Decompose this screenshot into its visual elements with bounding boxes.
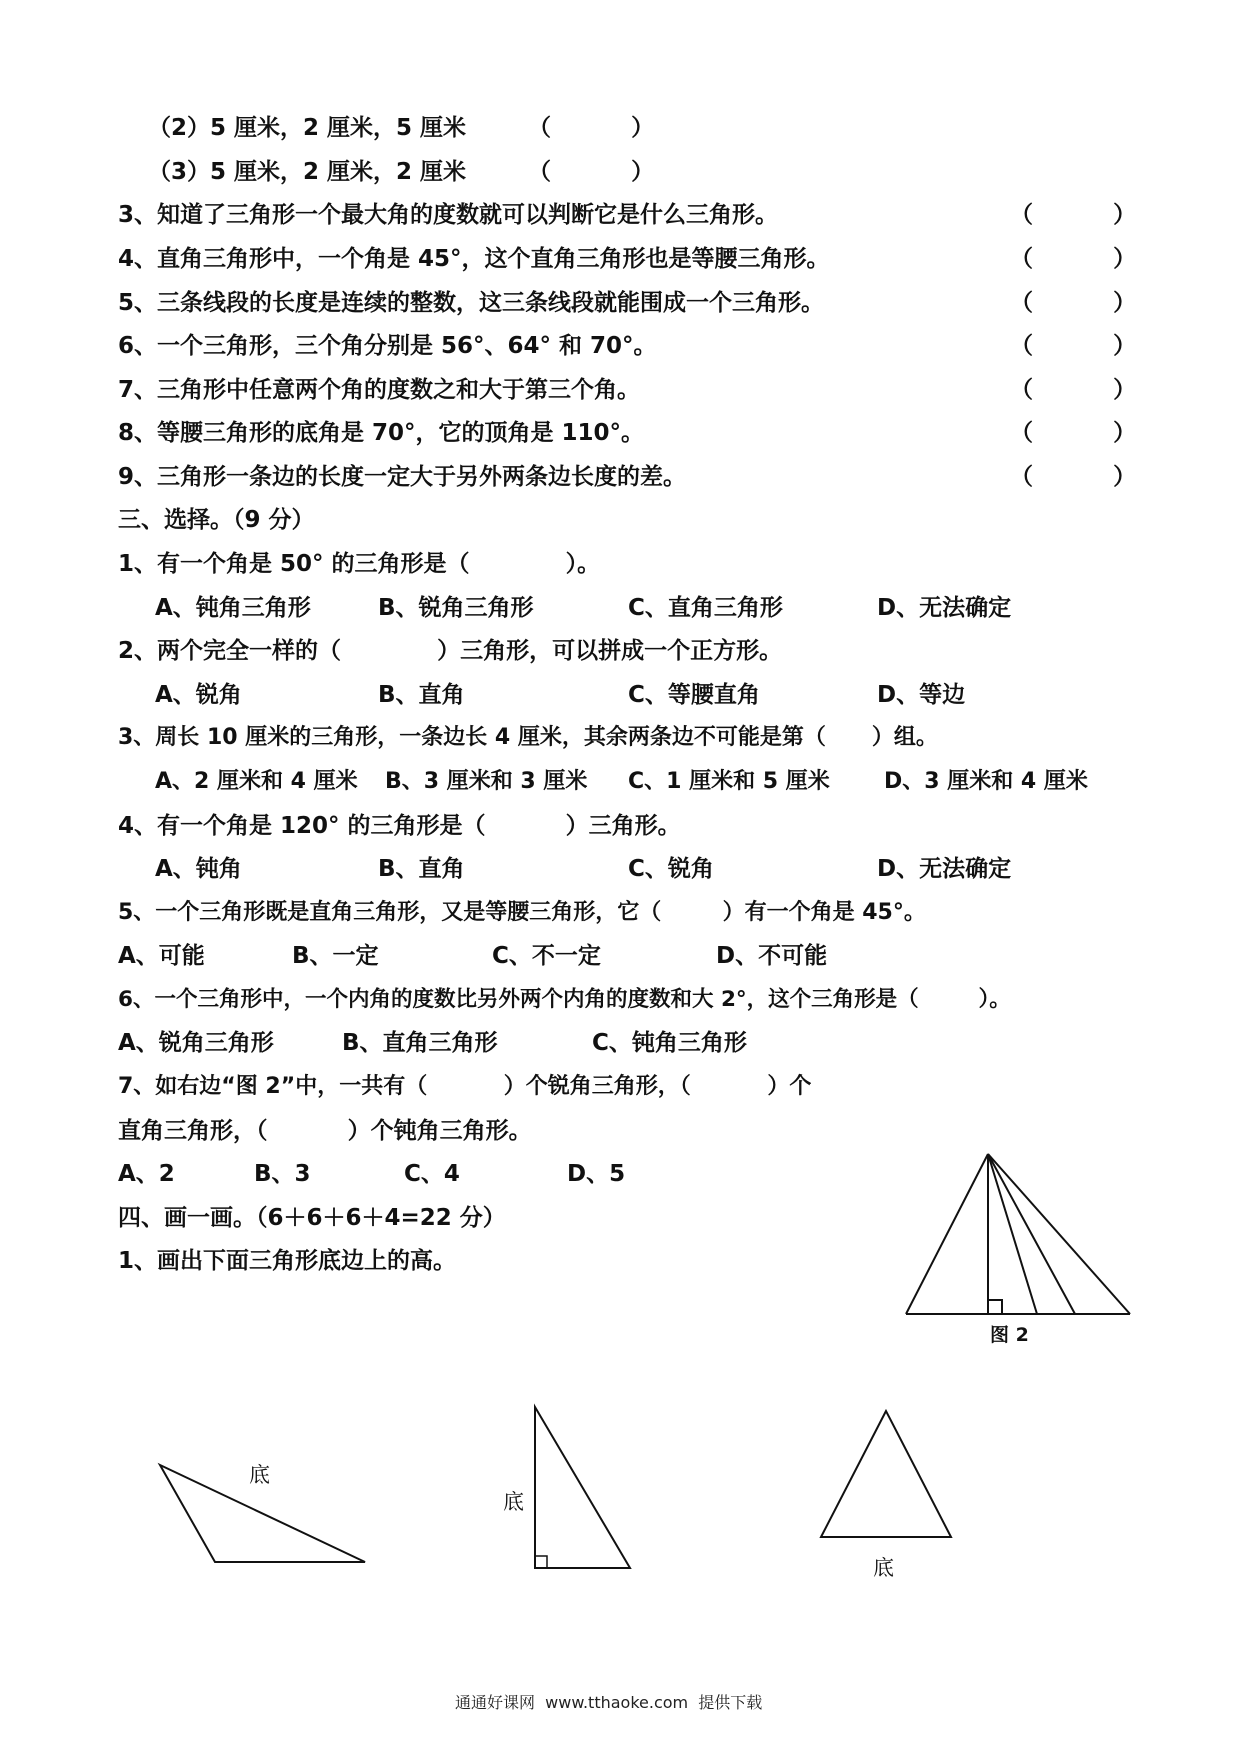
question-5: 5、一个三角形既是直角三角形，又是等腰三角形，它（ ）有一个角是 45°。 (118, 900, 926, 925)
question-6: 6、一个三角形中，一个内角的度数比另外两个内角的度数和大 2°，这个三角形是（ ）。 (118, 987, 1011, 1012)
answer-bracket[interactable]: （ ） (1010, 377, 1137, 403)
judge-sub-3: （3）5 厘米，2 厘米，2 厘米 (148, 159, 467, 185)
figure-2-triangle (905, 1150, 1145, 1330)
judge-item-4: 4、直角三角形中，一个角是 45°，这个直角三角形也是等腰三角形。 (118, 246, 830, 272)
answer-bracket[interactable]: （ ） (528, 159, 655, 185)
base-label: 底 (873, 1556, 894, 1580)
judge-item-9: 9、三角形一条边的长度一定大于另外两条边长度的差。 (118, 464, 687, 490)
option-a[interactable]: A、锐角 (155, 682, 242, 708)
option-a[interactable]: A、2 (118, 1161, 175, 1187)
option-d[interactable]: D、无法确定 (877, 856, 1012, 882)
answer-bracket[interactable]: （ ） (1010, 202, 1137, 228)
judge-item-7: 7、三角形中任意两个角的度数之和大于第三个角。 (118, 377, 641, 403)
option-d[interactable]: D、等边 (877, 682, 966, 708)
base-label: 底 (503, 1490, 524, 1514)
question-4: 4、有一个角是 120° 的三角形是（ ）三角形。 (118, 813, 681, 839)
right-triangle[interactable] (532, 1404, 642, 1584)
judge-item-6: 6、一个三角形，三个角分别是 56°、64° 和 70°。 (118, 333, 657, 359)
option-c[interactable]: C、不一定 (492, 943, 601, 969)
answer-bracket[interactable]: （ ） (1010, 333, 1137, 359)
isosceles-triangle[interactable] (818, 1408, 958, 1548)
option-a[interactable]: A、钝角 (155, 856, 242, 882)
option-c[interactable]: C、锐角 (628, 856, 714, 882)
question-7-line-2: 直角三角形，（ ）个钝角三角形。 (118, 1118, 532, 1144)
question-2: 2、两个完全一样的（ ）三角形，可以拼成一个正方形。 (118, 638, 783, 664)
option-d[interactable]: D、无法确定 (877, 595, 1012, 621)
option-c[interactable]: C、直角三角形 (628, 595, 783, 621)
option-c[interactable]: C、等腰直角 (628, 682, 760, 708)
judge-item-8: 8、等腰三角形的底角是 70°，它的顶角是 110°。 (118, 420, 645, 446)
question-7-line-1: 7、如右边“图 2”中，一共有（ ）个锐角三角形，（ ）个 (118, 1074, 812, 1099)
option-b[interactable]: B、直角三角形 (342, 1030, 498, 1056)
base-label: 底 (249, 1463, 270, 1487)
option-b[interactable]: B、直角 (378, 682, 465, 708)
question-1: 1、有一个角是 50° 的三角形是（ ）。 (118, 551, 601, 577)
question-3: 3、周长 10 厘米的三角形，一条边长 4 厘米，其余两条边不可能是第（ ）组。 (118, 725, 938, 750)
answer-bracket[interactable]: （ ） (1010, 464, 1137, 490)
option-c[interactable]: C、钝角三角形 (592, 1030, 747, 1056)
section-heading: 三、选择。（9 分） (118, 507, 315, 533)
judge-item-3: 3、知道了三角形一个最大角的度数就可以判断它是什么三角形。 (118, 202, 779, 228)
page-footer: 通通好课网 www.tthaoke.com 提供下载 (455, 1693, 763, 1712)
option-c[interactable]: C、1 厘米和 5 厘米 (628, 769, 830, 794)
draw-question-1: 1、画出下面三角形底边上的高。 (118, 1248, 457, 1274)
option-d[interactable]: D、5 (567, 1161, 626, 1187)
option-b[interactable]: B、3 厘米和 3 厘米 (385, 769, 588, 794)
option-b[interactable]: B、一定 (292, 943, 379, 969)
answer-bracket[interactable]: （ ） (528, 115, 655, 141)
option-a[interactable]: A、可能 (118, 943, 205, 969)
judge-item-5: 5、三条线段的长度是连续的整数，这三条线段就能围成一个三角形。 (118, 290, 825, 316)
option-d[interactable]: D、3 厘米和 4 厘米 (884, 769, 1088, 794)
option-b[interactable]: B、3 (254, 1161, 311, 1187)
option-c[interactable]: C、4 (404, 1161, 460, 1187)
answer-bracket[interactable]: （ ） (1010, 420, 1137, 446)
section-heading: 四、画一画。（6＋6＋6＋4=22 分） (118, 1205, 506, 1231)
answer-bracket[interactable]: （ ） (1010, 290, 1137, 316)
judge-sub-2: （2）5 厘米，2 厘米，5 厘米 (148, 115, 467, 141)
option-d[interactable]: D、不可能 (716, 943, 828, 969)
option-a[interactable]: A、锐角三角形 (118, 1030, 274, 1056)
option-b[interactable]: B、锐角三角形 (378, 595, 534, 621)
option-a[interactable]: A、钝角三角形 (155, 595, 311, 621)
option-a[interactable]: A、2 厘米和 4 厘米 (155, 769, 358, 794)
answer-bracket[interactable]: （ ） (1010, 246, 1137, 272)
figure-caption: 图 2 (990, 1324, 1029, 1346)
option-b[interactable]: B、直角 (378, 856, 465, 882)
